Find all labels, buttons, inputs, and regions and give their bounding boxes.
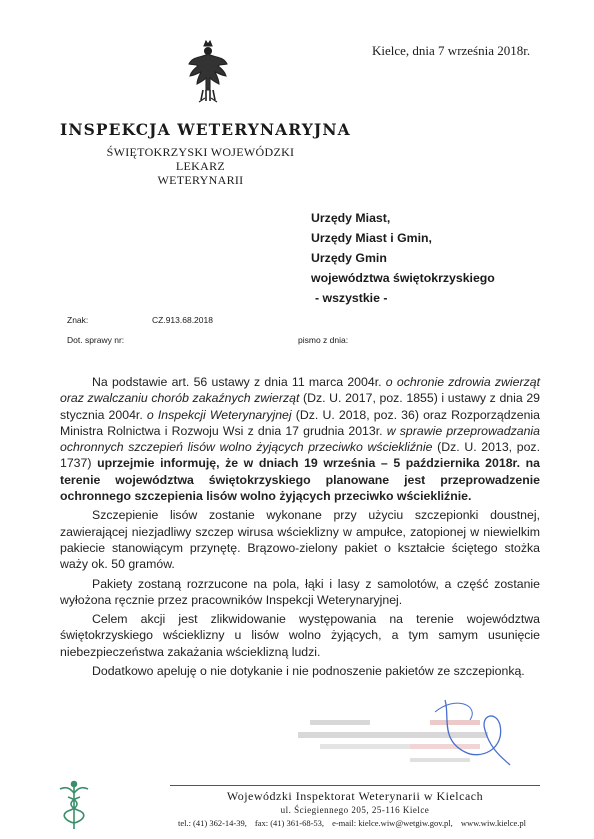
institution-subtitle — [83, 145, 318, 187]
caduceus-logo-icon — [50, 779, 98, 831]
footer-fax: fax: (41) 361-68-53, — [254, 818, 325, 828]
italic-act-title: o ochronie zdrowia zwierząt oraz zwalczaniu chorób zakaźnych zwierząt — [60, 375, 540, 406]
paragraph-distribution: Pakiety zostaną rozrzucone na pola, łąki i lasy z samolotów, a część zostanie wyłożona ręcznie przez pracowników Inspekcji Weterynaryjnej. — [60, 576, 540, 607]
footer-tel: tel.: (41) 362-14-39, — [177, 818, 247, 828]
paragraph-vaccine: Szczepienie lisów zostanie wykonane przy użyciu szczepionki doustnej, zawierającej niezjadliwy szczep wirusa wścieklizny w ampułce, zatopionej w niewielkim pakiecie stanowiącym przynętę. Brązowo-zielony pakiet o kształcie ściętego stożka waży ok. 50 gramów. — [60, 508, 540, 572]
recipient-line: województwa świętokrzyskiego — [311, 271, 495, 285]
text-span: Na podstawie art. 56 ustawy z dnia 11 marca 2004r. — [92, 375, 386, 389]
text-span: (Dz. U. 2017, poz. 1855) i ustawy z dnia 29 stycznia 2004r. — [60, 391, 541, 422]
italic-act-title: o Inspekcji Weterynaryjnej — [146, 407, 292, 422]
paragraph-legal-basis — [60, 374, 540, 504]
subtitle-line-1: ŚWIĘTOKRZYSKI WOJEWÓDZKI LEKARZ — [106, 145, 295, 173]
recipients-block — [311, 208, 495, 308]
recipient-line: Urzędy Miast, — [311, 211, 391, 225]
bold-announcement: uprzejmie informuję, że w dniach 19 września – 5 października 2018r. na terenie województwa świętokrzyskiego planowane jest przeprowadzenie ochronnego szczepienia lisów wolno żyjących przeciwko wściekliźnie. — [60, 456, 541, 504]
text-span: (Dz. U. 2013, poz. 1737) — [60, 440, 540, 471]
pismo-z-dnia-label: pismo z dnia: — [298, 335, 349, 345]
footer-institution-name: Wojewódzki Inspektorat Weterynarii w Kielcach — [226, 789, 484, 803]
paragraph-goal: Celem akcji jest zlikwidowanie występowania na terenie województwa świętokrzyskiego wścieklizny u lisów wolno żyjących, a tym samym usunięcie niebezpieczeństwa zakażania wścieklizną ludzi. — [60, 612, 540, 659]
paragraph-appeal: Dodatkowo apeluję o nie dotykanie i nie podnoszenie pakietów ze szczepionką. — [92, 664, 525, 679]
footer-contact — [122, 818, 582, 828]
footer-divider — [170, 785, 540, 786]
handwritten-signature-icon — [410, 690, 520, 770]
place-date: Kielce, dnia 7 września 2018r. — [372, 43, 531, 58]
italic-act-title: w sprawie przeprowadzania ochronnych szczepień lisów wolno żyjących przeciwko wściekliźnie — [60, 423, 540, 455]
recipient-line: Urzędy Gmin — [311, 251, 387, 265]
recipient-line: Urzędy Miast i Gmin, — [311, 231, 432, 245]
recipient-line: - wszystkie - — [315, 291, 388, 305]
znak-value: CZ.913.68.2018 — [152, 315, 213, 325]
footer-email[interactable]: e-mail: kielce.wiw@wetgiw.gov.pl, — [332, 818, 453, 828]
footer-www[interactable]: www.wiw.kielce.pl — [460, 818, 527, 828]
letter-body — [60, 374, 540, 682]
eagle-emblem-icon — [187, 38, 229, 110]
text-span: (Dz. U. 2018, poz. 36) oraz Rozporządzenia Ministra Rolnictwa i Rozwoju Wsi z dnia 17 grudnia 2013r. — [60, 407, 540, 438]
dot-sprawy-label: Dot. sprawy nr: — [67, 335, 125, 345]
footer-address: ul. Ściegiennego 205, 25-116 Kielce — [280, 805, 430, 815]
subtitle-line-2: WETERYNARII — [157, 173, 244, 187]
institution-title: INSPEKCJA WETERYNARYJNA — [60, 120, 351, 139]
znak-label: Znak: — [67, 315, 89, 325]
